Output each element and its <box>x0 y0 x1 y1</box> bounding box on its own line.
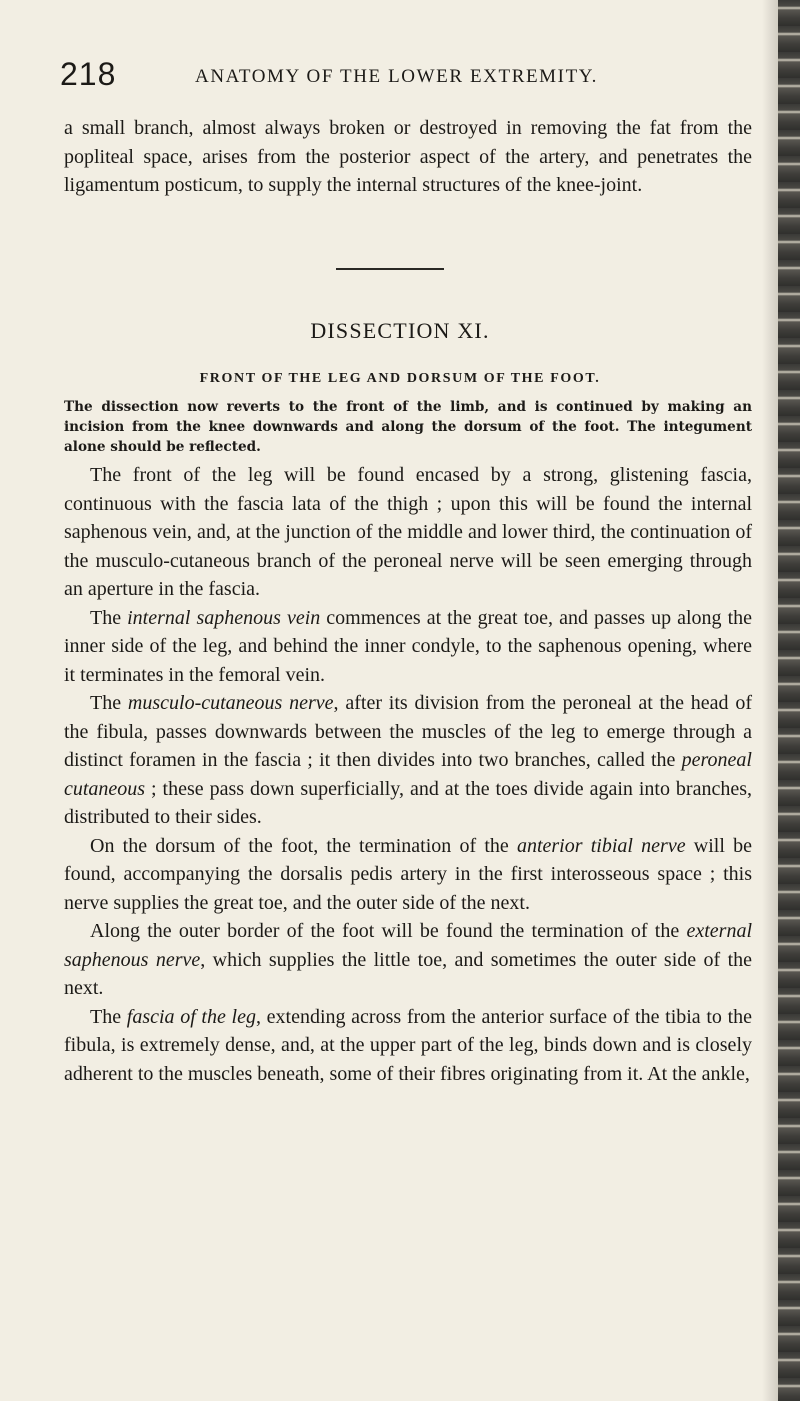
text-run: , extending across from the anterior surface of the tibia to the fibula, is extremely dense, and, at the upper part of the leg, binds down and is closely adherent to the muscles beneath, some of their fibres originating from it. At the ankle, <box>64 1005 753 1085</box>
section-divider <box>336 268 444 270</box>
paragraph-fascia-of-leg <box>64 1003 752 1089</box>
text-run: The <box>90 692 128 714</box>
paragraph-musculo-cutaneous-nerve <box>64 689 752 832</box>
binding-shadow <box>762 0 778 1401</box>
running-head: ANATOMY OF THE LOWER EXTREMITY. <box>195 66 599 87</box>
intro-text-block <box>64 114 752 200</box>
term-peroneal-cutaneous: peroneal cutaneous <box>64 749 752 800</box>
term-external-saphenous-nerve: external saphenous nerve <box>64 920 752 971</box>
term-musculo-cutaneous-nerve: musculo-cutaneous nerve <box>127 692 334 714</box>
page-header <box>60 56 760 96</box>
dissection-note: The dissection now reverts to the front of the limb, and is continued by making an incision from the knee downwards and along the dorsum of the foot. The integument alone should be reflected. <box>64 399 752 455</box>
section-title: DISSECTION XI. <box>310 318 490 343</box>
text-run: ; these pass down superficially, and at the toes divide again into branches, distributed to their sides. <box>64 777 752 828</box>
text-run: The <box>90 606 128 629</box>
paragraph-anterior-tibial-nerve <box>64 832 752 918</box>
text-run: Along the outer border of the foot will be found the termination of the <box>90 920 687 942</box>
term-fascia-of-the-leg: fascia of the leg <box>126 1005 256 1028</box>
text-run: , after its division from the peroneal at the head of the fibula, passes downwards between the muscles of the leg to emerge through a distinct foramen in the fascia ; it then divides into two branches, called the <box>64 692 753 771</box>
text-run: On the dorsum of the foot, the termination of the <box>90 834 517 857</box>
paragraph-external-saphenous-nerve <box>64 917 752 1003</box>
term-anterior-tibial-nerve: anterior tibial nerve <box>516 834 686 857</box>
text-run: will be found, accompanying the dorsalis pedis artery in the first interosseous space ; this nerve supplies the great toe, and the outer side of the next. <box>64 834 752 914</box>
text-run: commences at the great toe, and passes up along the inner side of the leg, and behind the inner condyle, to the saphenous opening, where it terminates in the femoral vein. <box>64 606 753 686</box>
text-run: The <box>90 1005 127 1028</box>
text-run: , which supplies the little toe, and sometimes the outer side of the next. <box>64 948 753 999</box>
paragraph-text: The front of the leg will be found encased by a strong, glistening fascia, continuous with the fascia lata of the thigh ; upon this will be found the internal saphenous vein, and, at the junction of the middle and lower third, the continuation of the musculo-cutaneous branch of the peroneal nerve will be seen emerging through an aperture in the fascia. <box>64 464 752 600</box>
page-number: 218 <box>60 56 117 92</box>
intro-paragraph: a small branch, almost always broken or destroyed in removing the fat from the popliteal space, arises from the posterior aspect of the artery, and penetrates the ligamentum posticum, to supply the internal structures of the knee-joint. <box>64 117 752 196</box>
page-edge <box>778 0 800 1401</box>
term-internal-saphenous-vein: internal saphenous vein <box>127 606 321 629</box>
body-text-block <box>64 461 752 1088</box>
paragraph-fascia-intro <box>64 461 752 604</box>
section-subtitle: FRONT OF THE LEG AND DORSUM OF THE FOOT. <box>199 371 601 386</box>
paragraph-internal-saphenous-vein <box>64 604 752 690</box>
